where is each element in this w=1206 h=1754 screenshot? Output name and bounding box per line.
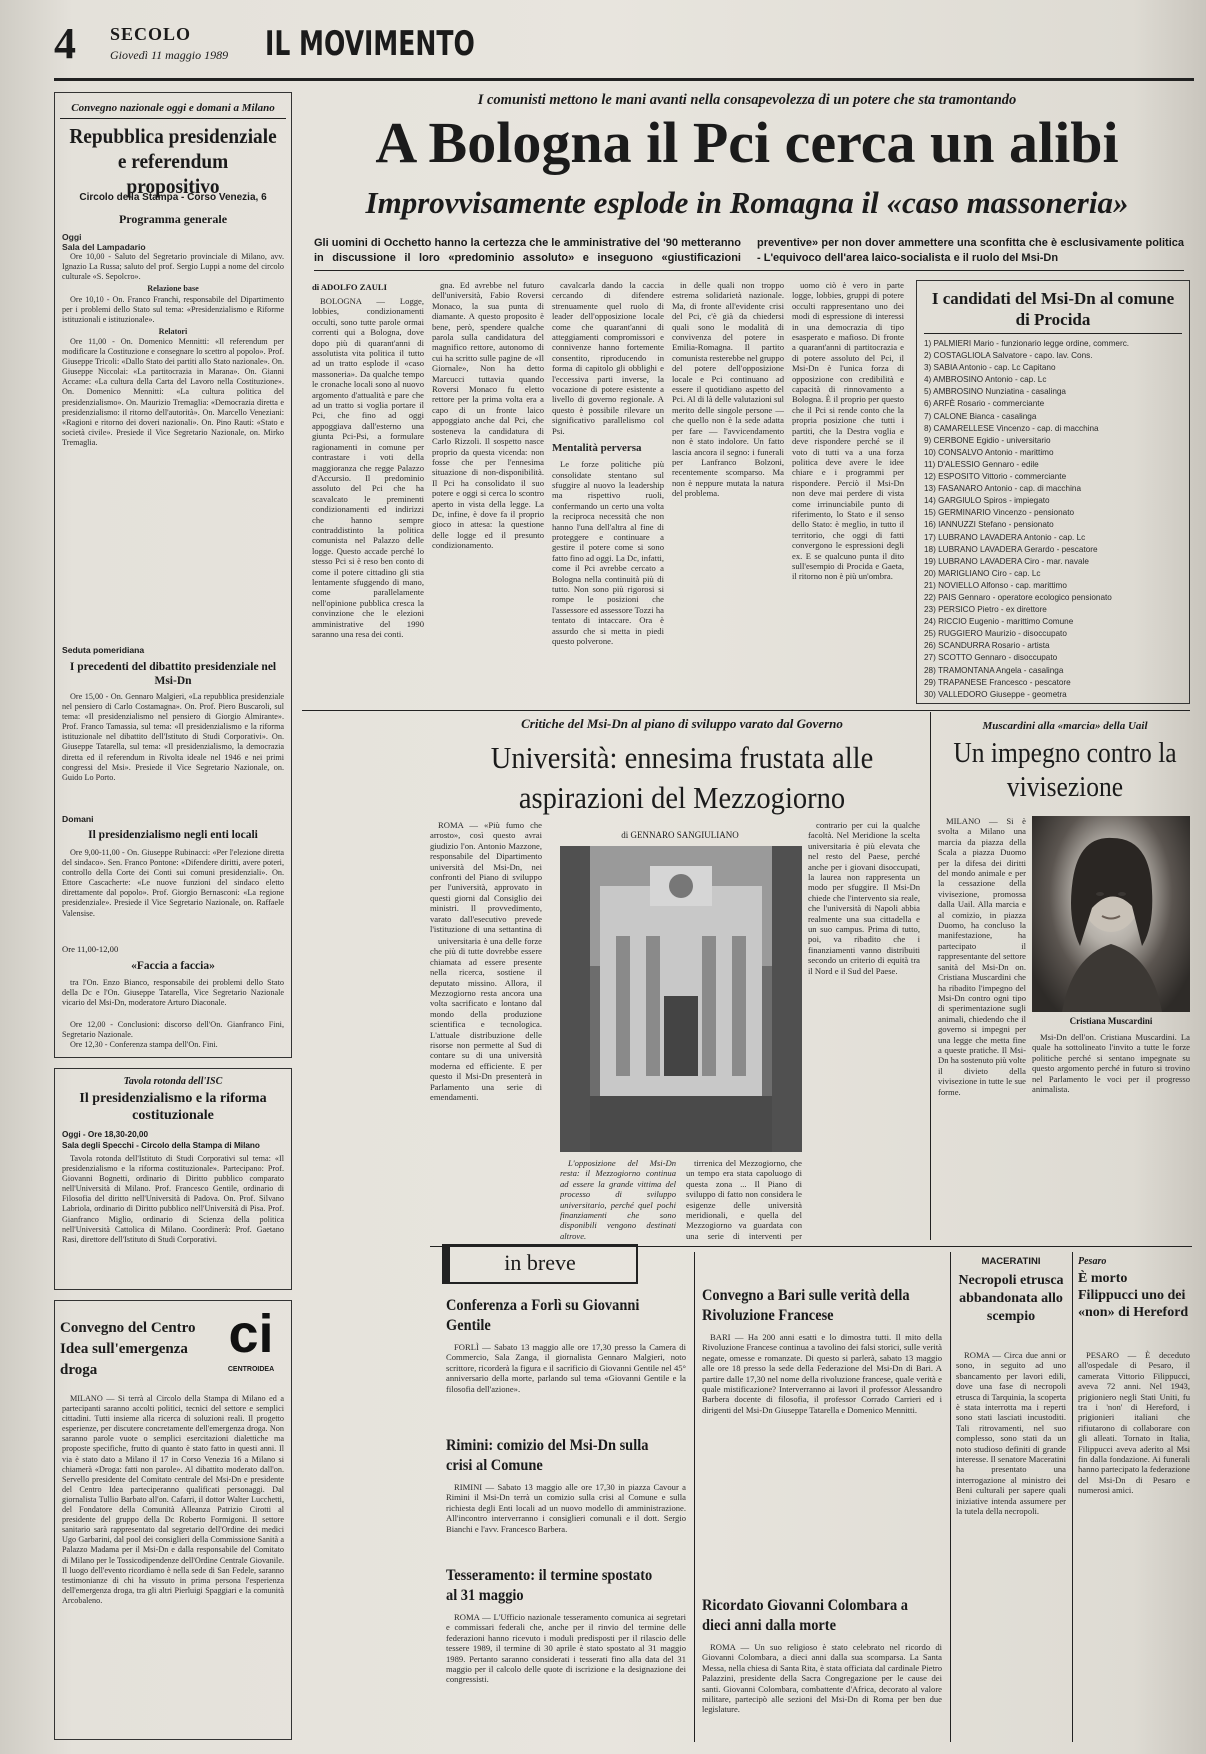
forli-text: FORLÌ — Sabato 13 maggio alle ore 17,30 presso la Camera di Commercio, Sala Zanga, il giornalista Gennaro Malgieri, noto scrittore, ricorderà la figura e il sacrificio di Giovanni Gentile nel 45° anniversario della morte, parlando sul tema «Giovanni Gentile e la filosofia dell'azione». [446, 1342, 686, 1394]
tomorrow-label: Domani [62, 814, 94, 824]
programme-body [62, 232, 284, 640]
idea-center-text: MILANO — Si terrà al Circolo della Stampa di Milano ed a partecipanti saranno accolti politici, tecnici del settore e semplici cittadini. Tutti insieme alla ricerca di soluzioni reali. Il progetto esperienze, per discutere concretamente dell'emergenza droga. Non saranno parole vuote o semplici esercitazioni dialettiche ma proposte specifiche, frutto di quanto è stato fatto in questi anni. Il via è stato dato a Milano il 17 in Corso Venezia 16 a Milano si chiamerà «Droga: fatti non parole». Al dibattito moderato dall'on. Servello presidente del Comitato centrale del Msi-Dn e presidente del Centro Idea parteciperanno qualificati personaggi. Dal giornalista Tullio Barbato all'on. Cafarri, il dottor Walter Lucchetti, del Fondatore della Comunità Alleanza Patrizio Cirotti al presidente del gruppo della Dc Roberto Formigoni. Il settore sanitario sarà rappresentato dal segretario dell'Ordine dei medici Ugo Garbarini, dal pool dei consiglieri della Commissione Sanità a Palazzo Madama per il Msi-Dn e dalla responsabile del Comitato di Milano per le Tossicodipendenze dell'Ordine Centrale Giovanile. Il luogo dell'evento ricordiamo è nella sede di San Fedele, saranno testimonianze di chi ha vissuto in prima persona l'esperienza dell'emergenza droga, tra gli altri Pierluigi Spaggiari e la comunità Arcobaleno. [62, 1394, 284, 1605]
round-table-text: Tavola rotonda dell'Istituto di Studi Corporativi sul tema: «Il presidenzialismo e la riforma costituzionale». Partecipano: Prof. Giovanni Bognetti, ordinario di Diritto pubblico comparato nell'Università di Milano. Prof. Francesco Gentile, ordinario di Filosofia del diritto nell'Università di Padova. On. Prof. Silvano Labriola, ordinario di Diritto pubblico nell'Università di Pisa. Prof. Gianfranco Miglio, ordinario di Scienza della politica nell'Università Cattolica di Milano. Coordinerà: Prof. Gaetano Rasi, direttore dell'Istituto di Studi Corporativi. [62, 1154, 284, 1244]
programme-heading: Programma generale [118, 212, 228, 226]
brief-label: in breve [504, 1250, 576, 1275]
maceratini-kicker: MACERATINI [981, 1256, 1041, 1267]
university-byline: di GENNARO SANGIULIANO [621, 830, 739, 840]
colombara-title: Ricordato Giovanni Colombara a dieci anni dalla morte [702, 1597, 909, 1634]
bologna-subheading: Mentalità perversa [552, 442, 642, 455]
issue-date: Giovedì 11 maggio 1989 [110, 48, 229, 62]
procida-candidate: 29) TRAPANESE Francesco - pescatore [924, 677, 1071, 687]
procida-candidate: 3) SABIA Antonio - cap. Lc Capitano [924, 363, 1056, 373]
opening-text: Ore 10,00 - Saluto del Segretario provinciale di Milano, avv. Ignazio La Russa; saluto del prof. Sergio Luppi a nome del circolo culturale «S. Sepolcro». [62, 252, 284, 282]
bari-text: BARI — Ha 200 anni esatti e lo dimostra tutti. Il mito della Rivoluzione Francese continua a tavolino dei falsi storici, sulle verità negate, omesse e romanzate. Di questo si parlerà, sabato 13 maggio alle ore 18 presso la sede della Federazione del Msi-Dn di Bari. A partire dalle 17,30 nel nome della rivoluzione francese, quale verità e quale mistificazione? Interverranno ai lavori il professor Alessandro Barbera docente di filosofia, il professor Corrado Carrieri ed i dirigenti del Msi-Dn Giuseppe Tatarella e Domenico Mennitti. [702, 1332, 942, 1415]
masthead-rule [54, 78, 1194, 81]
procida-candidate: 25) RUGGIERO Maurizio - disoccupato [924, 629, 1067, 639]
vivisection-text: MILANO — Si è svolta a Milano una marcia da piazza della Scala a piazza Duomo per la difesa dei diritti del mondo animale e per la cessazione della vivisezione, promossa dalla Uail. Alla marcia e al comizio, in piazza Duomo, ha concluso la manifestazione, ha partecipato il rappresentante del settore sanità del Msi-Dn on. Cristiana Muscardini che ha ribadito l'impegno del Msi-Dn contro ogni tipo di sperimentazione sugli animali, chiedendo che il governo si impegni per una legge che metta fine a queste pratiche. Il Msi-Dn ha sostenuto più volte il divieto della vivisezione in tutte le sue forme. [938, 816, 1026, 1097]
university-caption: L'opposizione del Msi-Dn resta: il Mezzogiorno continua ad essere la grande vittima del processo di sviluppo universitario, perché quel pochi finanziamenti che sono disponibili vengono destinati altrove. [560, 1158, 676, 1241]
procida-candidate: 9) CERBONE Egidio - universitario [924, 435, 1051, 445]
tess-title: Tesseramento: il termine spostato al 31 maggio [446, 1567, 653, 1604]
round-table-where: Sala degli Specchi - Circolo della Stampa di Milano [62, 1141, 260, 1150]
hours-label: Ore 11,00-12,00 [62, 944, 119, 954]
relators-text: Ore 11,00 - On. Domenico Mennitti: «Il referendum per modificare la Costituzione e consegnare lo scettro al popolo». Prof. Giuseppe Tricoli: «Dallo Stato dei partiti allo Stato nazionale». On. Giuseppe Niccolai: «La partitocrazia in Marana». On. Gianni Accame: «La cultura della Carta del Lavoro nella Costituzione». On. Domenico Mennitti: «La cultura politica del presidenzialismo». On. Maurizio Tremaglia: «Democrazia diretta e presidenzialismo: il ritorno dell'autorità». On. Marcello Veneziani: «Ragioni e ritorno dei doveri nazionali». On. Pino Rauti: «Stato e società civile». Presiede il Vice Segretario Nazionale, on. Mirko Tremaglia. [62, 336, 284, 447]
local-title: Il presidenzialismo negli enti locali [88, 829, 258, 841]
bologna-col-4: in delle quali non troppo estrema solidarietà nazionale. Ma, di fronte all'evidente crisi del Pci, c'è già da chiedersi quali sono le modalità di convivenza del potere in Emilia-Romagna. Il partito comunista resterebbe nel gruppo del potere dell'opposizione locale e Pci continuano ad essere il quotidiano aspetto del Pci. Al di là delle valutazioni sul merito delle singole persone — che quello non è la sede adatta per fare — l'avvicendamento non è stato indolore. Un fatto lascia ancora il segno: i funerali per Lanfranco Bolzoni, recentemente scomparso. Ma non è neppure mutata la natura del problema. [672, 280, 784, 499]
university-col-4: contrario per cui la qualche facoltà. Nel Meridione la scelta universitaria è più elevata che nel resto del Paese, perché anche per i giovani disoccupati, la laurea non rappresenta un modo per sfuggire. Il Msi-Dn chiede che l'intervento sia reale, che l'università di Napoli abbia realmente una sua cittadella e un suo campus. Prima di tutto, poi, va ribadito che i finanziamenti vanno distribuiti secondo un criterio di equità tra il Nord e il Sud del Paese. [808, 820, 920, 976]
university-col-2: universitaria è una delle forze che più di tutte dovrebbe essere chiamata ad essere presente nella ricerca, sostiene il deputato missino. Allora, il Mezzogiorno resta ancora una volta sacrificato e lontano dal mondo della produzione scientifica e tecnologica. L'attuale distribuzione delle risorse non permette al Sud di contare su di una università moderna ed efficiente. E per questo il Msi-Dn presenterà in Parlamento una serie di emendamenti. [430, 936, 542, 1103]
procida-candidate: 22) PAIS Gennaro - operatore ecologico pensionato [924, 592, 1112, 602]
masthead-logo: SECOLO [110, 24, 192, 44]
vivisection-title: Un impegno contro la vivisezione [953, 737, 1177, 803]
procida-candidate: 18) LUBRANO LAVADERA Gerardo - pescatore [924, 544, 1098, 554]
filippucci-title: È morto Filippucci uno dei «non» di Hereford [1078, 1271, 1189, 1320]
muscardini-photo [1032, 816, 1190, 1012]
university-kicker: Critiche del Msi-Dn al piano di sviluppo varato dal Governo [521, 716, 843, 731]
procida-candidate: 20) MARIGLIANO Ciro - cap. Lc [924, 568, 1041, 578]
maceratini-title: Necropoli etrusca abbandonata allo scempio [958, 1273, 1064, 1324]
idea-logo-caption: CENTROIDEA [227, 1366, 275, 1373]
procida-candidate: 8) CAMARELLESE Vincenzo - cap. di macchina [924, 423, 1099, 433]
procida-candidate: 12) ESPOSITO Vittorio - commerciante [924, 472, 1067, 482]
bologna-kicker: I comunisti mettono le mani avanti nella consapevolezza di un potere che sta tramontando [477, 92, 1017, 108]
university-col-3: tirrenica del Mezzogiorno, che un tempo era stata capoluogo di questa zona ... Il Piano di sviluppo di fatto non considera le esigenze delle università meridionali, e quella del Mezzogiorno va guardata con una serie di interventi per [686, 1158, 802, 1241]
tess-text: ROMA — L'Ufficio nazionale tesseramento comunica ai segretari e commissari federali che, anche per il rinvio del termine delle federazioni hanno ricevuto i moduli predisposti per il rilascio delle tessere 1989, il termine di 30 aprile è stato spostato al 31 maggio 1989. Pertanto saranno considerati i tesserati fino alla data del 31 maggio per il calcolo delle quote di iscrizione e la designazione dei congressisti. [446, 1612, 686, 1685]
building-illustration [560, 846, 802, 1152]
procida-candidate: 14) GARGIULO Spiros - impiegato [924, 496, 1050, 506]
conference-title: Repubblica presidenziale e referendum propositivo [69, 124, 277, 198]
procida-candidate: 26) SCANDURRA Rosario - artista [924, 641, 1050, 651]
bologna-byline: di ADOLFO ZAULI [312, 282, 387, 292]
face-title: «Faccia a faccia» [131, 960, 215, 972]
procida-candidate: 24) RICCIO Eugenio - marittimo Comune [924, 617, 1074, 627]
rimini-text: RIMINI — Sabato 13 maggio alle ore 17,30 in piazza Cavour a Rimini il Msi-Dn terrà un comizio sulla crisi al Comune e sulla richiesta degli Enti locali ad un nuovo modello di amministrazione. All'incontro interverranno i consiglieri comunali e il dott. Sergio Bianchi e l'avv. Francesco Barbera. [446, 1482, 686, 1534]
procida-candidate: 13) FASANARO Antonio - cap. di macchina [924, 484, 1082, 494]
section-title: IL MOVIMENTO [265, 24, 475, 64]
relators-heading: Relatori [158, 326, 188, 336]
procida-candidate: 11) D'ALESSIO Gennaro - edile [924, 459, 1039, 469]
forli-title: Conferenza a Forlì su Giovanni Gentile [446, 1297, 640, 1334]
bologna-subtitle: Improvvisamente esplode in Romagna il «caso massoneria» [365, 185, 1129, 220]
university-building-photo [560, 846, 802, 1152]
room-label: Sala del Lampadario [62, 242, 146, 253]
procida-candidate: 27) SCOTTO Gennaro - disoccupato [924, 653, 1058, 663]
conference-venue: Circolo della Stampa - Corso Venezia, 6 [79, 192, 267, 203]
precedents-text: Ore 15,00 - On. Gennaro Malgieri, «La repubblica presidenziale nel pensiero di Carlo Costamagna». On. Prof. Piero Buscaroli, sul tema: «Il presidenzialismo nel pensiero di Giorgio Almirante». Prof. Franco Tamassia, sul tema: «Il presidenzialismo e la riforma istituzionale nel dibattito dell'Istituto di Studi Corporativi». On. Giuseppe Tatarella, sul tema: «Il presidenzialismo, la democrazia diretta ed il referendum in Rivolta ideale nel 1946 e nei primi congressi del Msi». Presiede il Vice Segretario Nazionale, on. Guido Lo Porto. [62, 692, 284, 782]
face-text: tra l'On. Enzo Bianco, responsabile dei problemi dello Stato della Dc e l'On. Giuseppe Tatarella, Vice Segretario Nazionale vicario del Msi-Dn, moderatore Arturo Diaconale. [62, 978, 284, 1008]
vivisection-caption-text: Msi-Dn dell'on. Cristiana Muscardini. La quale ha sottolineato l'invito a tutte le forze politiche perché si sentano impegnate su questo argomento perché in futuro si trovino nel Parlamento le voci per il progresso animalista. [1032, 1032, 1190, 1095]
local-text: Ore 9,00-11,00 - On. Giuseppe Rubinacci: «Per l'elezione diretta del sindaco». Sen. Franco Pontone: «Difendere diritti, avere poteri, controllo della Corte dei Conti sui comuni presidenziali». On. Ettore Cascacherte: «Le nuove funzioni del sindaco eletto direttamente dal popolo». Prof. Giorgio Bernasconi: «La regione presidenziale». Presiede il Vice Segretario Nazionale, on. Raffaele Valensise. [62, 848, 284, 918]
procida-candidate-list [924, 338, 1186, 701]
afternoon-label: Seduta pomeridiana [62, 645, 145, 655]
procida-candidate: 16) IANNUZZI Stefano - pensionato [924, 520, 1054, 530]
day-label: Oggi [62, 232, 82, 242]
procida-candidate: 2) COSTAGLIOLA Salvatore - capo. lav. Cons. [924, 351, 1093, 361]
university-col-1: ROMA — «Più fumo che arrosto», così questo avrai giudizio l'on. Antonio Mazzone, responsabile del Dipartimento università del Msi-Dn, nei confronti del Piano di sviluppo per l'università, approvato in questi giorni dal Consiglio dei ministri. Il provvedimento, varato dall'esecutivo prevede l'istituzione di una settantina di [430, 820, 542, 934]
filippucci-text: PESARO — È deceduto all'ospedale di Pesaro, il camerata Vittorio Filippucci, aveva 72 anni. Nel 1943, prigioniero negli Stati Uniti, fu tra i 'non' di Hereford, i prigionieri italiani che rifiutarono di collaborare con gli alleati. Tornato in Italia, Filippucci aveva aderito al Msi fin dalla fondazione. Ai funerali hanno partecipato la federazione del Msi-Dn di Pesaro e numerosi amici. [1078, 1350, 1190, 1496]
round-table-title: Il presidenzialismo e la riforma costituzionale [79, 1091, 267, 1123]
bologna-title: A Bologna il Pci cerca un alibi [375, 110, 1119, 175]
portrait-illustration [1032, 816, 1190, 1012]
idea-center-title: Convegno del Centro Idea sull'emergenza droga [60, 1320, 196, 1378]
rimini-title: Rimini: comizio del Msi-Dn sulla crisi al Comune [446, 1437, 649, 1474]
page-number: 4 [54, 19, 76, 68]
conference-kicker: Convegno nazionale oggi e domani a Milano [71, 102, 275, 114]
muscardini-photo-caption: Cristiana Muscardini [1069, 1016, 1153, 1026]
filippucci-kicker: Pesaro [1078, 1256, 1107, 1267]
procida-candidate: 6) ARFÈ Rosario - commerciante [924, 399, 1045, 409]
idea-logo: ci [228, 1304, 274, 1364]
maceratini-text: ROMA — Circa due anni or sono, in seguito ad uno sbancamento per lavori edili, dove una fase di necropoli etrusca di Tarquinia, la scoperta è stata interrotta ma i reperti sono stati lasciati incustoditi. Tali ritrovamenti, nel suo complesso, sono stati da un noto studioso definiti di grande interesse. Il senatore Maceratini ha presentato una interrogazione al ministro dei Beni culturali per sapere quali iniziative intenda assumere per la tutela della necropoli. [956, 1350, 1066, 1517]
procida-candidate: 10) CONSALVO Antonio - marittimo [924, 447, 1054, 457]
closing-text: Ore 12,00 - Conclusioni: discorso dell'On. Gianfranco Fini, Segretario Nazionale. Ore 12,30 - Conferenza stampa dell'On. Fini. [62, 1020, 284, 1050]
procida-candidate: 15) GERMINARIO Vincenzo - pensionato [924, 508, 1075, 518]
bologna-col-2: gna. Ed avrebbe nel futuro dell'università, Fabio Roversi Monaco, la sua punta di diamante. A questo proposito è bene, però, spendere qualche parola sulla candidatura del magnifico rettore, autonomo di cui ha scritto sulle pagine de «Il Giornale», Non ha detto Marcucci tuttavia quando Roversi Monaco fu eletto rettore per la prima volta era a capo di un fronte laico appoggiato anche dal Pci, che sosteneva la candidatura di Carlo Rizzoli. Il sospetto nasce proprio da questa vicenda: non fosse che per l'ennesima situazione di non-disponibilità. Il Pci ha consolidato il suo potere e oggi si cerca lo scontro aperto in vista della legge. La Dc, infine, è dove fa il proprio gioco in attesa: la questione delle logge ed il presunto condizionamento. [432, 280, 544, 551]
procida-candidate: 30) VALLEDORO Giuseppe - geometra [924, 689, 1067, 699]
procida-candidate: 5) AMBROSINO Nunziatina - casalinga [924, 387, 1066, 397]
procida-candidate: 28) TRAMONTANA Angela - casalinga [924, 665, 1064, 675]
procida-candidate: 1) PALMIERI Mario - funzionario legge ordine, commerc. [924, 339, 1130, 348]
bologna-lead: Gli uomini di Occhetto hanno la certezza che le amministrative del '90 metteranno in discussione il loro «predominio assoluto» e inseguono «giustificazioni preventive» per non dover ammettere una sconfitta che è esclusivamente politica - L'equivoco dell'area laico-socialista e il ruolo del Msi-Dn [314, 237, 1184, 264]
procida-candidate: 21) NOVIELLO Alfonso - cap. marittimo [924, 580, 1067, 590]
round-table-kicker: Tavola rotonda dell'ISC [123, 1076, 223, 1087]
bologna-col-3: cavalcarla dando la caccia cercando di difendere strenuamente quel ruolo di leader dell'opposizione locale come che quarant'anni di atteggiamenti compromissori e connivenze hanno fortemente consentito, riproducendo in forma di capitolo gli obblighi e l'eccessiva parti inverse, la vocazione di potere esistente a livello di governo regionale. A questo è possibile rilevare un significativo parallelismo col Psi. Mentalità perversa Le forze politiche più consolidate stentano sul sfuggire al nuovo la leadership ma rispettivo ruoli, confermando un certo una volta la reciproca necessità che non hanno l'una dell'altra al fine di proteggere e continuare a gestire il potere come si sono fatto fino ad oggi. La Dc, infatti, come il Pci avrebbe cercato a Bologna nella continuità più di tutto. Non sono più rigorosi si rompe le posizioni che l'assessore ed assessore Tozzi ha tentato di intaccare. Ora è assurdo che si metta in piedi questo polverone. [552, 280, 664, 646]
procida-title: I candidati del Msi-Dn al comune di Procida [931, 289, 1175, 329]
round-table-when: Oggi - Ore 18,30-20,00 [62, 1130, 149, 1139]
bologna-col-1: BOLOGNA — Logge, lobbies, condizionamenti occulti, sono tutte parole ormai correnti qui a Bologna, dove dopo più di quarant'anni di assolutista vita politica il tutto ad un tratto esplode il «caso massoneria». Da qualche tempo le cronache locali sono al nuovo argomento d'attualità e pare che ad un tratto si voglia portare il Pci, che fino ad oggi appoggiava dall'esterno una giunta Pci-Psi, a formulare ragionamenti in comune per contrastare i voti della maggioranza che regge Palazzo d'Accursio. Il predominio assoluto del Pci che ha scavalcato le preminenti condizionamenti ed indirizzi che hanno sempre contraddistinto la politica comunista nel Palazzo delle logge. Questo accade perché lo stesso Pci si è reso ben conto di come il potere cittadino gli stia lentamente sfuggendo di mano, come parallelamente nell'opinione pubblica cresca la convinzione che le elezioni amministrative del 1990 saranno una resa dei conti. [312, 296, 424, 639]
bologna-col-5: uomo ciò è vero in parte logge, lobbies, gruppi di potere occulti rappresentano uno dei modi di espressione di interessi in una democrazia di tipo esasperato e mafioso. Di fronte a quarant'anni di partitocrazia e di potere assoluto del Pci, il Msi-Dn è l'unica forza di opposizione con credibilità e capacità di rinnovamento a Bologna. È il proprio per questo che il Pci si rende conto che la propria posizione che tutti i partiti, che la Destra voglia e deve rispondere perché se il voto di tutti va a una forza politica deve avere le idee chiare e i programmi per rispondere. Perciò il Msi-Dn non deve mai perdere di vista come irrinunciabile punto di riferimento, lo Stato e il senso dello Stato: è meglio, in tutto il territorio, che oggi di fatti convergono le espressioni degli ex. E se qualcuno punta il dito sull'esempio di Procida e Gaeta, il ritorno non è più un'ombra. [792, 280, 904, 582]
procida-candidate: 23) PERSICO Pietro - ex direttore [924, 605, 1047, 615]
precedents-title: I precedenti del dibattito presidenziale nel Msi-Dn [69, 661, 277, 687]
procida-candidate: 4) AMBROSINO Antonio - cap. Lc [924, 375, 1047, 385]
procida-candidate: 19) LUBRANO LAVADERA Ciro - mar. navale [924, 556, 1089, 566]
vivisection-kicker: Muscardini alla «marcia» della Uail [982, 720, 1148, 732]
bari-title: Convegno a Bari sulle verità della Rivoluzione Francese [702, 1287, 910, 1324]
relation-base-heading: Relazione base [147, 284, 199, 294]
colombara-text: ROMA — Un suo religioso è stato celebrato nel ricordo di Giovanni Colombara, a dieci anni dalla sua scomparsa. La Santa Messa, nella chiesa di Santa Rita, è stata officiata dal cardinale Pietro Palazzini, presidente della Sacra Congregazione per le cause dei santi. Giovanni Colombara, combattente d'Africa, decorato al valore militare, partecipò alle sezioni del Msi-Dn di Roma per ben due legislature. [702, 1642, 942, 1715]
procida-candidate: 17) LUBRANO LAVADERA Antonio - cap. Lc [924, 532, 1086, 542]
relation-base-text: Ore 10,10 - On. Franco Franchi, responsabile del Dipartimento per i problemi dello Stato sul tema: «Presidenzialismo e Riforme istituzionali e istituzionale». [62, 294, 284, 324]
procida-candidate: 7) CALONE Bianca - casalinga [924, 411, 1037, 421]
university-title: Università: ennesima frustata alle aspirazioni del Mezzogiorno [490, 740, 874, 815]
